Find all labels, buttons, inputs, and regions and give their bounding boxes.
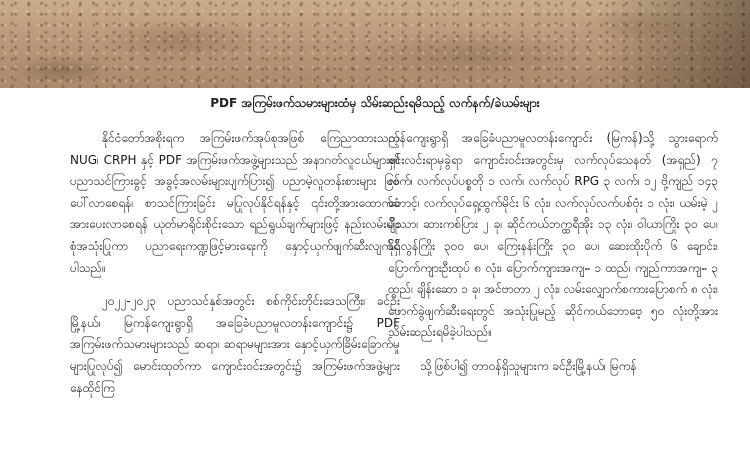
left-paragraph-1: နိုင်ငံတော်အစိုးရက အကြမ်းဖက်အုပ်စုအဖြစ် ကြေညာထားသည့် NUG၊ CRPH နှင့် PDF အကြမ်းဖက်အဖွဲ့များသည် အနာဂတ်လူငယ်များ၏ ပညာသင်ကြားခွင့် အခွင့်အလမ်းများပျက်ပြား၍ ပညာမဲ့လူတန်းစားများ ဖြစ်ပေါ်လာစေရန်၊ စာသင်ကြားခြင်း မပြုလုပ်နိုင်ရန်နှင့် ၎င်းတို့အားထောက်ခံအားပေးလာစေရန် ယုတ်မာရိုင်းစိုင်းသော ရည်ရွယ်ချက်များဖြင့် နည်းလမ်းမျိုးစုံအသုံးပြုကာ ပညာရေးကဏ္ဍဖြင့်မားရေးကို နှောင့်ယှက်ဖျက်ဆီးလျက်ရှိပါသည်။ xyxy=(70,131,400,275)
right-paragraph-2: သို့ဖြစ်ပါ၍ တာဝန်ရှိသူများက ခင်ဦးမြို့နယ်၊ မြကန် xyxy=(420,358,637,373)
right-column xyxy=(388,128,718,378)
ground-photo xyxy=(0,0,750,88)
left-column xyxy=(70,128,400,399)
right-paragraph-1: ကန်ကျေးရွာရှိ အခြေခံပညာမူလတန်းကျောင်း (မြကန်)သို့ သွားရောက်ရှင်းလင်းရာမှခွဲရာ ကျောင်းဝင်းအတွင်းမှ လက်လုပ်သေနတ် (အရှည်) ၇ လက်၊ လက်လုပ်ပစ္စတို ၁ လက်၊ လက်လုပ် RPG ၃ လက်၊ ၁၂ ဗို့ကျည် ၁၄၃ တောင့်၊ လက်လုပ်ရှေ့ထွက်မိုင်း ၆ လုံး၊ လက်လုပ်လက်ပစ်ဗုံး ၁ လုံး၊ ယမ်းမဲ့ ၂ ပိဿာ၊ ဆားကစ်ပြား ၂ ခု၊ ဆိုင်ကယ်ဘက္ထရီအိုး ၁၃ လုံး၊ ဝါယာကြိုး ၃၀ ပေ၊ နိုင်လွန်ကြိုး ၃၀၀ ပေ၊ ကြေးနန်းကြိုး ၃၀ ပေ၊ ဆေးထိုးပိုက် ၆ ချောင်း၊ ပြောက်ကျားဦးထုပ် ၈ လုံး၊ ပြောက်ကျားအကျႌ ၁ ထည်၊ ကျည်ကာအကျႌ ၃ ထည်၊ ချိန်းဆော ၁ ခု၊ အင်ဗာတာ ၂ လုံး၊ လမ်းလျှောက်စကားပြောစက် ၈ လုံး၊ ဖောက်ခွဲဖျက်ဆီးရေးတွင် အသုံးပြုမည့် ဆိုင်ကယ်ဘောဗေ့ ၅၀ လုံးတို့အား သိမ်းဆည်းရမိခဲ့ပါသည်။ xyxy=(388,131,719,340)
left-paragraph-2: ၂၀၂၂-၂၀၂၃ ပညာသင်နှစ်အတွင်း စစ်ကိုင်းတိုင်းဒေသကြီး၊ ခင်ဦးမြို့နယ်၊ မြကန်ကျေးရွာရှိ အခြေခံပညာမူလတန်းကျောင်း၌ PDF အကြမ်းဖက်သမားများသည် ဆရာ၊ ဆရာမများအား နှောင့်ယှက်ခြိမ်းခြောက်မှုများပြုလုပ်၍ မောင်းထုတ်ကာ ကျောင်းဝင်းအတွင်း၌ အကြမ်းဖက်အဖွဲ့များ နေထိုင်ကြ xyxy=(70,294,400,395)
photo-shadow xyxy=(600,0,750,88)
photo-caption: PDF အကြမ်းဖက်သမားများထံမှ သိမ်းဆည်းရမိသည့် လက်နက်/ခဲယမ်းများ xyxy=(210,96,540,110)
